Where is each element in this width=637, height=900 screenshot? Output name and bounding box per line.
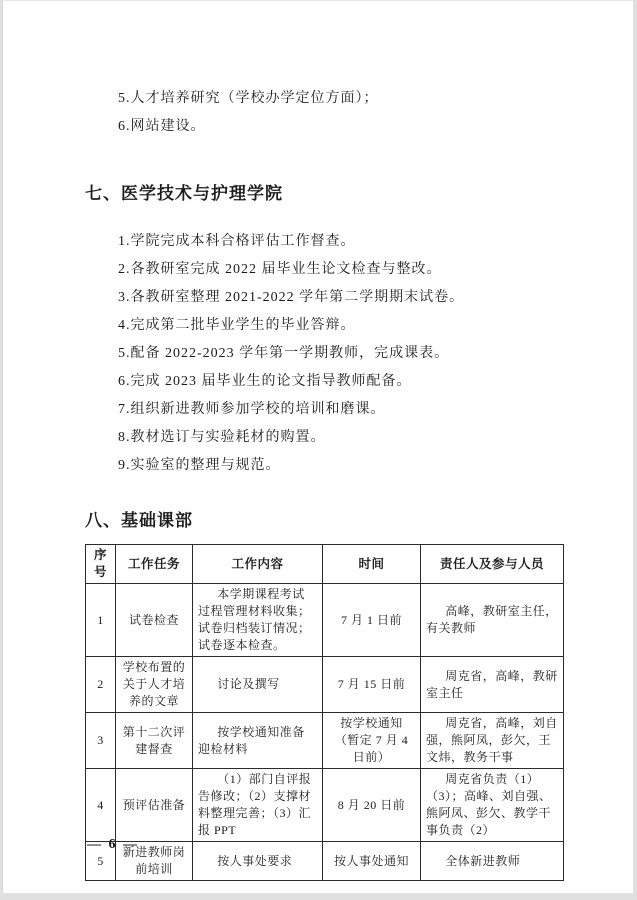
- section-7-item-5: 5.配备 2022-2023 学年第一学期教师，完成课表。: [118, 346, 450, 361]
- table-header-2: 工作任务: [116, 545, 193, 584]
- cell-time-row-2: 7 月 15 日前: [323, 657, 421, 713]
- section-7-item-9: 9.实验室的整理与规范。: [118, 458, 281, 473]
- cell-task-row-2: 学校布置的关于人才培养的文章: [116, 657, 193, 713]
- cell-responsible-row-3: 周克省，高峰，刘自强，熊阿凤，彭欠，王文炜，教务干事: [421, 713, 564, 769]
- document-page: [2, 0, 633, 893]
- cell-content-row-2: 讨论及撰写: [193, 657, 323, 713]
- table-header-3: 工作内容: [193, 545, 323, 584]
- cell-num-row-1: 1: [86, 584, 116, 657]
- table-row-2: [86, 657, 564, 713]
- cell-time-row-4: 8 月 20 日前: [323, 769, 421, 842]
- table-header-4: 时间: [323, 545, 421, 584]
- table-header-row: [86, 545, 564, 584]
- cell-responsible-row-2: 周克省，高峰，教研室主任: [421, 657, 564, 713]
- table-row-1: [86, 584, 564, 657]
- table-header-1: 序号: [86, 545, 116, 584]
- section-7-item-7: 7.组织新进教师参加学校的培训和磨课。: [118, 402, 386, 417]
- intro-item-2: 6.网站建设。: [118, 119, 206, 134]
- section-7-list: [85, 228, 557, 480]
- table-header-5: 责任人及参与人员: [421, 545, 564, 584]
- section-7-item-4: 4.完成第二批毕业学生的毕业答辩。: [118, 318, 356, 333]
- table-body: [86, 584, 564, 881]
- section-7-item-8: 8.教材选订与实验耗材的购置。: [118, 430, 326, 445]
- cell-responsible-row-5: 全体新进教师: [421, 842, 564, 881]
- cell-task-row-5: 新进教师岗前培训: [116, 842, 193, 881]
- cell-num-row-4: 4: [86, 769, 116, 842]
- cell-task-row-3: 第十二次评建督查: [116, 713, 193, 769]
- document-content: [3, 1, 633, 881]
- table-row-4: [86, 769, 564, 842]
- table-row-5: [86, 842, 564, 881]
- cell-task-row-1: 试卷检查: [116, 584, 193, 657]
- cell-num-row-5: 5: [86, 842, 116, 881]
- cell-num-row-2: 2: [86, 657, 116, 713]
- work-plan-table: [85, 544, 564, 881]
- cell-content-row-1: 本学期课程考试过程管理材料收集；试卷归档装订情况；试卷逐本检查。: [193, 584, 323, 657]
- cell-responsible-row-1: 高峰，教研室主任，有关教师: [421, 584, 564, 657]
- section-7-item-3: 3.各教研室整理 2021-2022 学年第二学期期末试卷。: [118, 290, 465, 305]
- cell-content-row-4: （1）部门自评报告修改；（2）支撑材料整理完善；（3）汇报 PPT: [193, 769, 323, 842]
- cell-time-row-1: 7 月 1 日前: [323, 584, 421, 657]
- section-7-item-6: 6.完成 2023 届毕业生的论文指导教师配备。: [118, 374, 412, 389]
- cell-time-row-3: 按学校通知（暂定 7 月 4 日前）: [323, 713, 421, 769]
- section-7-heading: 七、医学技术与护理学院: [85, 184, 283, 203]
- section-7-item-1: 1.学院完成本科合格评估工作督查。: [118, 234, 356, 249]
- table-row-3: [86, 713, 564, 769]
- cell-task-row-4: 预评估准备: [116, 769, 193, 842]
- cell-content-row-5: 按人事处要求: [193, 842, 323, 881]
- cell-num-row-3: 3: [86, 713, 116, 769]
- cell-responsible-row-4: 周克省负责（1）（3）；高峰、刘自强、熊阿凤、彭欠、教学干事负责（2）: [421, 769, 564, 842]
- intro-item-1: 5.人才培养研究（学校办学定位方面）；: [118, 91, 379, 106]
- section-8-heading: 八、基础课部: [85, 511, 193, 530]
- section-7-item-2: 2.各教研室完成 2022 届毕业生论文检查与整改。: [118, 262, 442, 277]
- cell-time-row-5: 按人事处通知: [323, 842, 421, 881]
- page-number: — 6 —: [87, 837, 139, 852]
- intro-list: [85, 85, 557, 141]
- cell-content-row-3: 按学校通知准备迎检材料: [193, 713, 323, 769]
